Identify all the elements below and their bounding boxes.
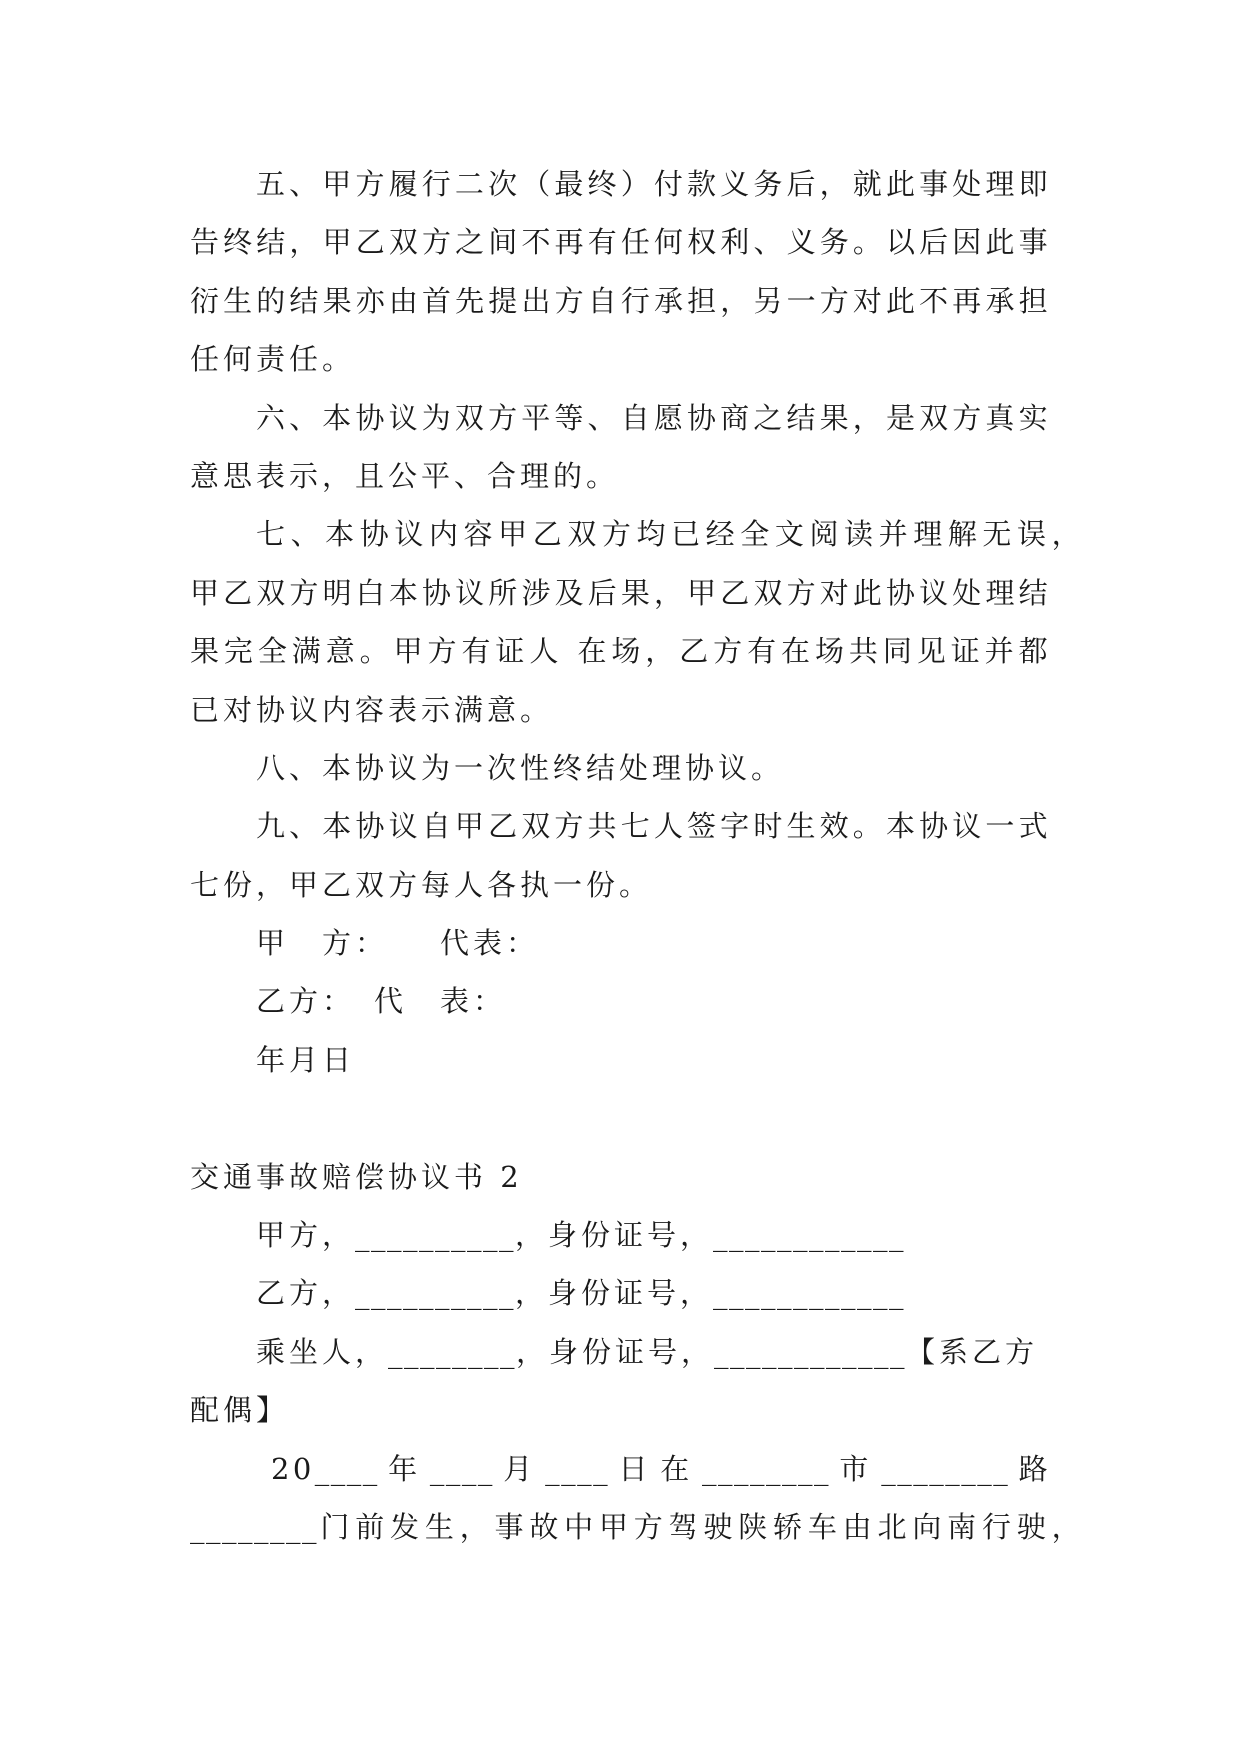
party-b-representative-label: 代 表： xyxy=(374,984,507,1019)
text-line: 任何责任。 xyxy=(190,342,356,377)
fill-in-blank: __________ xyxy=(355,1276,516,1311)
fill-in-blank: ____ xyxy=(545,1451,610,1486)
fill-in-blank: ____ xyxy=(314,1451,379,1486)
party-b-info xyxy=(190,1264,1051,1322)
text-line: 乘坐人，________，身份证号，____________【系乙方 xyxy=(256,1334,1039,1369)
text-line: 九、本协议自甲乙双方共七人签字时生效。本协议一式 xyxy=(256,809,1051,844)
text-line: ________门前发生，事故中甲方驾驶陕轿车由北向南行驶， xyxy=(190,1509,1084,1544)
text-line: 甲方，__________，身份证号，____________ xyxy=(256,1218,906,1253)
passenger-info xyxy=(190,1323,1051,1440)
document-body xyxy=(190,155,1084,1556)
signature-date: 年月日 xyxy=(256,1042,356,1077)
party-a-representative-label: 代表： xyxy=(440,926,540,961)
signature-party-b xyxy=(190,972,1051,1030)
agreement-2-title: 交通事故赔偿协议书 2 xyxy=(190,1159,523,1194)
party-a-label: 甲 方： xyxy=(256,926,389,961)
text-line: 果完全满意。甲方有证人 在场，乙方有在场共同见证并都 xyxy=(190,634,1051,669)
fill-in-blank: ____________ xyxy=(713,1218,906,1253)
blank-line xyxy=(190,1089,1051,1147)
clause-7 xyxy=(190,505,1084,739)
fill-in-blank: ________ xyxy=(388,1334,517,1369)
fill-in-blank: __________ xyxy=(355,1218,516,1253)
fill-in-blank: ________ xyxy=(702,1451,831,1486)
fill-in-blank: ____________ xyxy=(714,1334,907,1369)
text-line: 七份，甲乙双方每人各执一份。 xyxy=(190,867,653,902)
signature-party-a xyxy=(190,914,1051,972)
text-line: 20____年____月____日在________市________路 xyxy=(271,1451,1052,1486)
fill-in-blank: ____ xyxy=(429,1451,494,1486)
party-b-label: 乙方： xyxy=(256,984,356,1019)
text-line: 五、甲方履行二次（最终）付款义务后，就此事处理即 xyxy=(256,167,1051,201)
fill-in-blank: ________ xyxy=(881,1451,1010,1486)
text-line: 已对协议内容表示满意。 xyxy=(190,692,554,727)
text-line: 告终结，甲乙双方之间不再有任何权利、义务。以后因此事 xyxy=(190,225,1051,260)
clause-6 xyxy=(190,389,1051,506)
clause-8 xyxy=(190,739,1051,797)
accident-description xyxy=(190,1440,1084,1557)
fill-in-blank: ____________ xyxy=(713,1276,906,1311)
text-line: 八、本协议为一次性终结处理协议。 xyxy=(256,750,785,785)
text-line: 意思表示，且公平、合理的。 xyxy=(190,458,620,493)
party-a-info xyxy=(190,1206,1051,1264)
text-line: 衍生的结果亦由首先提出方自行承担，另一方对此不再承担 xyxy=(190,283,1051,318)
text-line: 配偶】 xyxy=(190,1393,290,1428)
text-line: 七、本协议内容甲乙双方均已经全文阅读并理解无误， xyxy=(256,517,1084,552)
signature-block xyxy=(190,914,1051,1089)
text-line: 乙方，__________，身份证号，____________ xyxy=(256,1276,906,1311)
text-line: 甲乙双方明白本协议所涉及后果，甲乙双方对此协议处理结 xyxy=(190,575,1051,610)
fill-in-blank: ________ xyxy=(190,1509,318,1544)
clause-9 xyxy=(190,797,1051,914)
text-line: 六、本协议为双方平等、自愿协商之结果，是双方真实 xyxy=(256,400,1051,435)
clause-5 xyxy=(190,155,1051,389)
